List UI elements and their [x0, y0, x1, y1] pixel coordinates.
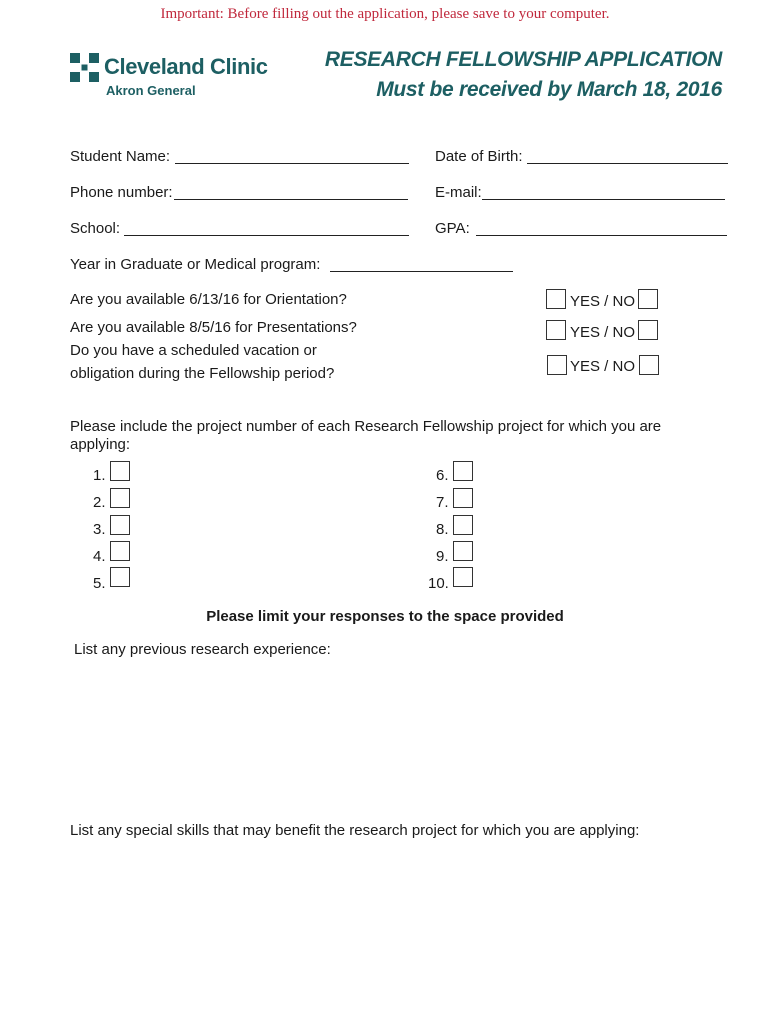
project-number-label: 4.	[93, 548, 106, 565]
research-experience-response-area[interactable]	[70, 664, 730, 814]
logo-title: Cleveland Clinic	[104, 54, 268, 79]
vacation-no-checkbox[interactable]	[639, 355, 659, 375]
response-limit-note: Please limit your responses to the space provided	[206, 608, 564, 625]
phone-field[interactable]	[174, 199, 408, 200]
gpa-field[interactable]	[476, 235, 727, 236]
project-number-box[interactable]	[453, 515, 473, 535]
project-number-box[interactable]	[110, 567, 130, 587]
presentations-yes-checkbox[interactable]	[546, 320, 566, 340]
date-of-birth-field[interactable]	[527, 163, 728, 164]
school-field[interactable]	[124, 235, 409, 236]
vacation-yes-no-label: YES / NO	[570, 358, 636, 375]
vacation-question-line2: obligation during the Fellowship period?	[70, 365, 335, 382]
email-field[interactable]	[482, 199, 725, 200]
presentations-yes-no-label: YES / NO	[570, 324, 636, 341]
project-number-box[interactable]	[453, 541, 473, 561]
school-label: School:	[70, 220, 121, 237]
date-of-birth-label: Date of Birth:	[435, 148, 523, 165]
orientation-no-checkbox[interactable]	[638, 289, 658, 309]
special-skills-response-area[interactable]	[70, 846, 730, 1006]
orientation-yes-checkbox[interactable]	[546, 289, 566, 309]
year-field[interactable]	[330, 271, 513, 272]
project-number-box[interactable]	[453, 461, 473, 481]
year-label: Year in Graduate or Medical program:	[70, 256, 321, 273]
project-number-label: 2.	[93, 494, 106, 511]
email-label: E-mail:	[435, 184, 482, 201]
research-experience-label: List any previous research experience:	[74, 641, 331, 658]
projects-intro-line1: Please include the project number of each Research Fellowship project for which you are	[70, 418, 662, 435]
save-notice: Important: Before filling out the application, please save to your computer.	[160, 6, 610, 22]
orientation-question: Are you available 6/13/16 for Orientation?	[70, 291, 347, 308]
project-number-label: 9.	[436, 548, 449, 565]
vacation-yes-checkbox[interactable]	[547, 355, 567, 375]
project-number-box[interactable]	[110, 515, 130, 535]
projects-intro-line2: applying:	[70, 436, 131, 453]
orientation-yes-no-label: YES / NO	[570, 293, 636, 310]
student-name-label: Student Name:	[70, 148, 171, 165]
project-number-label: 10.	[428, 575, 449, 592]
vacation-question-line1: Do you have a scheduled vacation or	[70, 342, 317, 359]
project-number-box[interactable]	[110, 541, 130, 561]
cleveland-clinic-logo-icon	[70, 53, 99, 82]
deadline-subtitle: Must be received by March 18, 2016	[376, 78, 722, 101]
project-number-box[interactable]	[110, 488, 130, 508]
form-title: RESEARCH FELLOWSHIP APPLICATION	[324, 48, 722, 71]
project-number-box[interactable]	[453, 488, 473, 508]
gpa-label: GPA:	[435, 220, 470, 237]
project-number-label: 7.	[436, 494, 449, 511]
special-skills-label: List any special skills that may benefit the research project for which you are applying:	[70, 822, 640, 839]
project-number-label: 6.	[436, 467, 449, 484]
project-number-label: 5.	[93, 575, 106, 592]
project-number-label: 3.	[93, 521, 106, 538]
project-number-label: 1.	[93, 467, 106, 484]
logo-subtitle: Akron General	[106, 83, 196, 98]
phone-label: Phone number:	[70, 184, 173, 201]
project-number-label: 8.	[436, 521, 449, 538]
presentations-question: Are you available 8/5/16 for Presentations?	[70, 319, 357, 336]
project-number-box[interactable]	[110, 461, 130, 481]
presentations-no-checkbox[interactable]	[638, 320, 658, 340]
project-number-box[interactable]	[453, 567, 473, 587]
student-name-field[interactable]	[175, 163, 409, 164]
